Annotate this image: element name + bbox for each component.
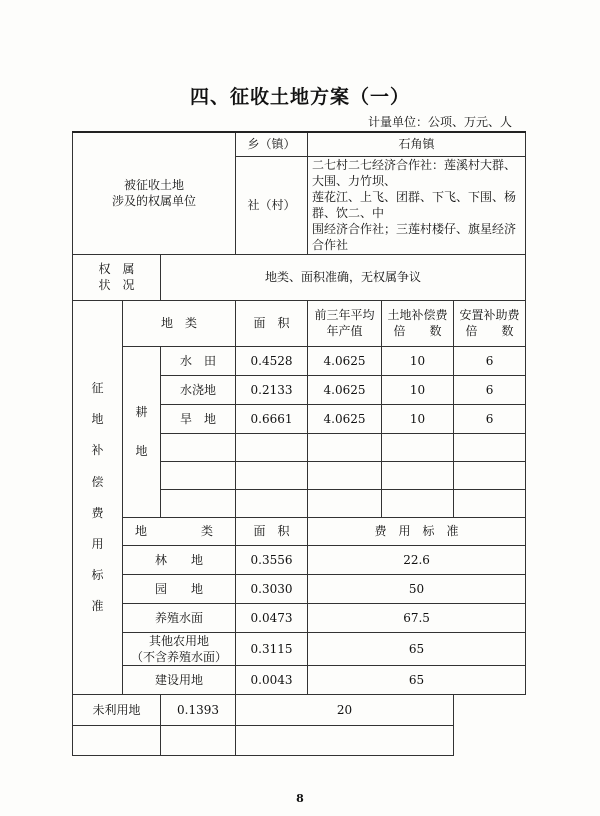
side-label-char: 标 [91, 568, 104, 583]
cultivated-label-char: 耕 [135, 405, 148, 420]
land-comp-line2: 倍 数 [393, 324, 442, 339]
cultivated-resettle: 6 [454, 346, 526, 375]
ownership-label-line2: 涉及的权属单位 [112, 194, 197, 209]
resettle-line1: 安置补助费 [459, 307, 520, 322]
empty-cell [236, 433, 308, 461]
side-label-char: 偿 [91, 474, 104, 489]
other-area: 0.3115 [236, 632, 308, 665]
empty-cell [308, 461, 382, 489]
other-standard: 22.6 [308, 545, 526, 574]
other-area: 0.3556 [236, 545, 308, 574]
empty-cell [308, 489, 382, 517]
avg-output-line2: 年产值 [326, 324, 363, 339]
empty-cell [73, 726, 161, 756]
cultivated-area: 0.6661 [236, 404, 308, 433]
cultivated-land-comp: 10 [382, 404, 454, 433]
cultivated-header-land-comp [382, 300, 454, 346]
empty-cell [161, 726, 236, 756]
village-value-cell [308, 156, 526, 254]
other-type: 未利用地 [73, 695, 161, 726]
cultivated-land-comp: 10 [382, 375, 454, 404]
empty-cell [236, 461, 308, 489]
other-standard: 50 [308, 574, 526, 603]
cultivated-area: 0.2133 [236, 375, 308, 404]
land-comp-line1: 土地补偿费 [387, 307, 448, 322]
other-type-note: （不含养殖水面） [131, 649, 228, 664]
compensation-side-label [73, 300, 123, 694]
status-label-cell [73, 254, 161, 300]
cultivated-type: 水浇地 [161, 375, 236, 404]
village-value-line: 二七村二七经济合作社：莲溪村大群、大围、力竹坝、 [312, 157, 517, 188]
empty-cell [382, 461, 454, 489]
empty-cell [161, 433, 236, 461]
other-type-cell [123, 632, 236, 665]
empty-cell [161, 461, 236, 489]
other-header-standard: 费 用 标 准 [308, 517, 526, 545]
cultivated-label [123, 346, 161, 517]
empty-cell [454, 489, 526, 517]
empty-cell [382, 433, 454, 461]
other-type: 园 地 [123, 574, 236, 603]
other-type: 建设用地 [123, 666, 236, 695]
resettle-line2: 倍 数 [465, 324, 514, 339]
page-number: 8 [296, 792, 304, 805]
township-value: 石角镇 [308, 132, 526, 156]
empty-cell [454, 433, 526, 461]
page-title: 四、征收土地方案（一） [189, 86, 410, 108]
cultivated-avg-output: 4.0625 [308, 346, 382, 375]
status-label-line2: 状 况 [98, 278, 135, 293]
other-header-area: 面 积 [236, 517, 308, 545]
status-label-line1: 权 属 [98, 261, 135, 276]
cultivated-avg-output: 4.0625 [308, 375, 382, 404]
cultivated-label-char: 地 [135, 443, 148, 458]
side-label-char: 补 [91, 443, 104, 458]
other-type: 林 地 [123, 545, 236, 574]
cultivated-resettle: 6 [454, 404, 526, 433]
cultivated-resettle: 6 [454, 375, 526, 404]
land-acquisition-table [72, 131, 526, 756]
empty-cell [236, 489, 308, 517]
other-area: 0.1393 [161, 695, 236, 726]
ownership-label-line1: 被征收土地 [124, 178, 185, 193]
empty-cell [161, 489, 236, 517]
other-type: 养殖水面 [123, 603, 236, 632]
cultivated-avg-output: 4.0625 [308, 404, 382, 433]
village-label: 社（村） [236, 156, 308, 254]
ownership-label-cell [73, 132, 236, 254]
side-label-char: 地 [91, 412, 104, 427]
other-type: 其他农用地 [149, 633, 210, 648]
other-standard: 67.5 [308, 603, 526, 632]
side-label-char: 用 [91, 537, 104, 551]
other-standard: 65 [308, 632, 526, 665]
other-area: 0.3030 [236, 574, 308, 603]
cultivated-land-comp: 10 [382, 346, 454, 375]
cultivated-header-land-type: 地 类 [123, 300, 236, 346]
empty-cell [382, 489, 454, 517]
side-label-char: 准 [91, 599, 104, 614]
village-value-line: 莲花江、上飞、团群、下飞、下围、杨群、饮二、中 [312, 189, 517, 221]
cultivated-header-resettle [454, 300, 526, 346]
other-area: 0.0043 [236, 666, 308, 695]
empty-cell [308, 433, 382, 461]
cultivated-area: 0.4528 [236, 346, 308, 375]
village-value-line: 围经济合作社；三莲村楼仔、旗星经济合作社 [312, 222, 517, 253]
status-value: 地类、面积准确，无权属争议 [161, 254, 526, 300]
cultivated-header-area: 面 积 [236, 300, 308, 346]
other-area: 0.0473 [236, 603, 308, 632]
avg-output-line1: 前三年平均 [314, 307, 375, 322]
measurement-unit: 计量单位：公项、万元、人 [367, 115, 512, 129]
side-label-char: 费 [91, 505, 104, 520]
other-header-land-type: 地 类 [123, 517, 236, 545]
other-standard: 65 [308, 666, 526, 695]
cultivated-type: 水 田 [161, 346, 236, 375]
cultivated-type: 旱 地 [161, 404, 236, 433]
side-label-char: 征 [91, 381, 104, 396]
other-standard: 20 [236, 695, 454, 726]
empty-cell [454, 461, 526, 489]
township-label: 乡（镇） [236, 132, 308, 156]
cultivated-header-avg-output [308, 300, 382, 346]
empty-cell [236, 726, 454, 756]
